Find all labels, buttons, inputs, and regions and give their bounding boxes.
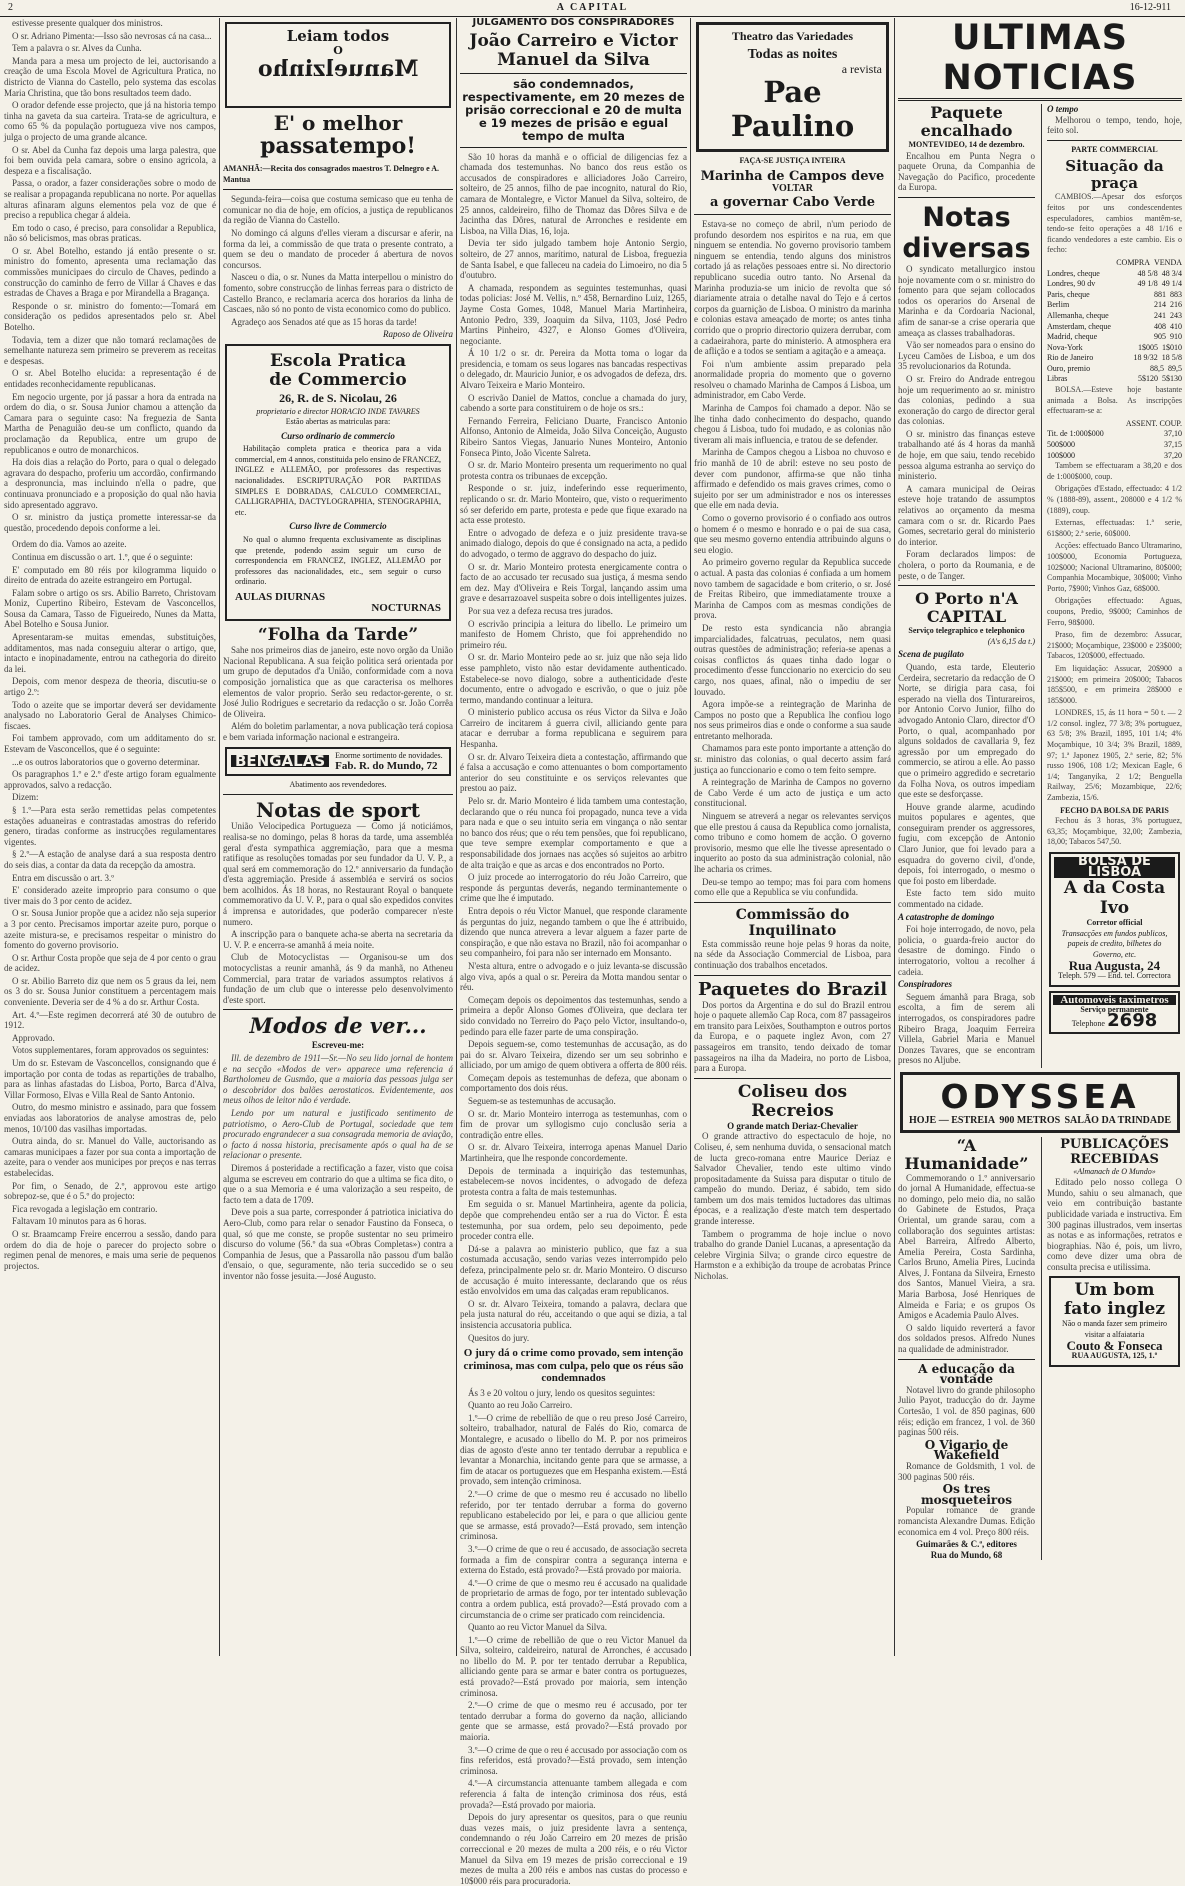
bengalas-word: BENGALAS (231, 755, 329, 768)
article-paragraph: 2.º—O crime de que o mesmo reu é accusado no libello referido, por ter tentado derrubar a forma do governo republicano estabelecido por lei, e para o que alliciou gente que se armasse, está provado?—Está provado, sem intenção criminosa. (460, 1488, 687, 1542)
article-paragraph: Quanto ao reu João Carreiro. (468, 1400, 573, 1411)
article-paragraph: Os paragraphos 1.º e 2.º d'este artigo foram egualmente approvados, salvo a redacção. (4, 769, 216, 790)
article-paragraph: N'esta altura, entre o advogado e o juiz levanta-se discussão algo viva, após a qual o sr. Pereira da Motta mandou sentar o réu. (460, 960, 687, 993)
odyssea-meters: 900 METROS (999, 1114, 1061, 1126)
article-paragraph: Estava-se no começo de abril, n'um periodo de profundo desordem nos espiritos e na rua, em que ninguem se entendia. No governo provisorio tambem ninguem se entendia, tendo alguns dos ministros cortado já as relações pessoaes entre si. No directorio republicano sucedia outro tanto. No Arsenal da Marinha produzia-se um inicio de revolta que só diariamente atraia o detalhe naval do Tejo e á certos corpos da guarnição de Lisboa. O ministro da marinha e colonias estava ameaçado de morte; os antes tinha corrido que o proprio directorio quizera derrubar, com a cadaeirahora, parte do ministerio. A atmosphera era de aflição e a todos se sentiam a agitação e a ameaça. (694, 218, 891, 357)
article-paragraph: Começam depois as testemunhas de defeza, que abonam o comportamento dos dois réus. (460, 1072, 687, 1094)
article-paragraph: O sr. dr. Alvaro Teixeira, interroga apenas Manuel Dario Martinheira, que lhe responde concordemente. (460, 1142, 687, 1164)
article-paragraph: BOLSA.—Esteve hoje bastante animada a Bolsa. As inscripções effectuaram-se a: (1046, 385, 1182, 416)
bolsa-row: 500$000 37,15 (1046, 440, 1182, 450)
porto-sub: Serviço telegraphico e telephonico (908, 626, 1025, 636)
bolsa-row: 100$000 37,20 (1046, 450, 1182, 460)
conspiradores-title: Conspiradores (898, 979, 953, 990)
publications-title: PUBLICAÇÕES RECEBIDAS (1060, 1136, 1169, 1167)
commercial-title: Situação da praça (1065, 157, 1164, 193)
article-paragraph: 1.º—O crime de rebellião de que o reu Victor Manuel da Silva, solteiro, caldeireiro, natural de Arronches, é accusado no libello do M. P. por ter tentado derrubar a Republica, alliciando gente para se armar e bater contra os portuguezes, está provado?—Está provado por maioria, sem intenção criminosa. (460, 1634, 687, 1698)
article-paragraph: Responde o sr. ministro do fomento:—Tomará em consideração os pedidos apresentados pelo sr. Abel Botelho. (4, 300, 216, 333)
vontade-title: A educação da vontade (918, 1361, 1015, 1387)
column-rule (219, 18, 220, 1656)
marinha-head-3: a governar Cabo Verde (709, 194, 876, 210)
article-paragraph: Continua em discussão o art. 1.º, que é o seguinte: (12, 551, 193, 562)
coliseu-sub: O grande match Deriaz-Chevalier (727, 1120, 858, 1131)
trial-headline: João Carreiro e Victor Manuel da Silva (460, 32, 687, 74)
article-paragraph: O ministerio publico accusa os réus Victor da Silva e João Carreiro de incitarem á guerra civil, alliciando gente para atacar e derrubar a forma republicana e seguirem para Hespanha. (460, 707, 687, 750)
article-paragraph: Um do sr. Estevam de Vasconcellos, consignando que é importação por conta de todas as repartições de trabalho, para as linhas afastadas do Lisboa, Porto, Barca d'Alva, Villar Formoso, Elvas e Villa Real de Santo Antonio. (4, 1058, 216, 1100)
article-paragraph: No domingo cá alguns d'elles vieram a discursar e aferir, na forma da lei, a commissão de que trata o presente contrato, a quem se deu o mandato de proceder á abertura de novos concursos. (223, 227, 453, 270)
article-paragraph: § 2.º—A estação de analyse dará a sua resposta dentro do seis dias, a contar da data da recepção da amostra. (4, 849, 216, 870)
article-paragraph: O saldo liquido reverterá a favor dos soldados presos. Alfredo Nunes na qualidade de administrador. (898, 1322, 1035, 1355)
notas-title: Notas diversas (902, 201, 1031, 264)
article-paragraph: Votos supplementares, foram approvados os seguintes: (12, 1045, 209, 1056)
article-paragraph: Diremos á posteridade a rectificação a fazer, visto que coisa alguma se escreveu em contrario do que a ultima se fica dito, o que o a sua Memoria e é uma valorização a seu respeito, de facto tem a data de 1709. (223, 1162, 453, 1205)
article-paragraph: Quando, esta tarde, Eleuterio Cerdeira, secretario da redacção de O Norte, se dirigia para casa, foi esperado na viella dos Tinturareiros, por Antonio Corvo Junior, filho do advogado Antonio Claro, director d'O Porto, o qual, acompanhado por alguns soldados de cavallaria 9, fez agressão por um empregado do commercio, se atirou a elle. Ao passo que o primeiro aggredido e secretario da Folha Nova, os outros impediam que este se desforçasse. (898, 661, 1035, 800)
article-paragraph: estivesse presente qualquer dos ministros. (12, 18, 163, 28)
article-paragraph: Approvado. (12, 1032, 55, 1043)
bolsa-cols: ASSENT. COUP. (1125, 418, 1182, 428)
article-paragraph: 2.º—O crime de que o mesmo reu é accusado, por ter tentado derrubar a forma do governo da nação, alliciando gente que se armasse, está provado?—Está provado por maioria. (460, 1700, 687, 1743)
signature: Raposo de Oliveira (383, 329, 453, 340)
article-paragraph: Praso, fim de dezembro: Assucar, 21$000; Moçambique, 23$000 e 23$000; Tabacos, 120$000, effectuado. (1046, 630, 1182, 661)
marinha-head-2: VOLTAR (772, 183, 813, 195)
article-paragraph: Foi tambem approvado, com um additamento do sr. Estevam de Vasconcellos, que é o seguinte: (4, 733, 216, 754)
masthead (0, 0, 1185, 17)
latest-news-title: ULTIMAS NOTICIAS (898, 18, 1182, 101)
mosqueteiros-title: Os tres mosqueteiros (920, 1482, 1012, 1507)
ad-o: O (333, 44, 343, 57)
article-paragraph: Popular romance de grande romancista Alexandre Dumas. Edição economica em 4 vol. Preço 800 réis. (898, 1505, 1035, 1537)
exchange-row: Allemanha, cheque 241 243 (1046, 310, 1182, 320)
bolsa-ad-desc: Transacções em fundos publicos, papeis de credito, bilhetes do Governo, etc. (1061, 928, 1168, 959)
article-paragraph: Por fim, o Senado, de 2.º, approvou este artigo sobrepoz-se, que é o 5.º do projecto: (4, 1180, 216, 1202)
article-paragraph: Pelo sr. dr. Mario Monteiro é lida tambem uma contestação, declarando que o réu nunca foi propagado, nunca teve a vida para nada e que o seu intuito seria em vingança o não sentar no banco dos réus; que o réu tem pensões, que foi republicano, que teve sempre exemplar comportamento e que a responsabilidade dos jornaes nas acções só sujeitos ao arbitro de alta traição e que as arcas e dos encontrados no Porto. (460, 796, 687, 870)
article-paragraph: Entra depois o réu Victor Manuel, que responde claramente ás perguntas do juiz, negando tambem o que lhe é attribuido, dizendo que nunca atrevera a levar alguem a fazer parte de conspiração, e que não estava no Brazil, não foi acompanhar o seu companheiro, foi para não ser internado em Monsanto. (460, 905, 687, 959)
article-paragraph: A inscripção para o banquete acha-se aberta na secretaria da U. V. P. e encerra-se amanhã á meia noite. (223, 929, 453, 950)
article-paragraph: Entre o advogado de defeza e o juiz presidente trava-se animado dialogo, depois do que é consignado na acta, a pedido do advogado, o termo de aggravo do despacho do juiz. (460, 527, 687, 559)
article-paragraph: Deu-se tempo ao tempo; mas foi para com homens como elle que a Republica se viu confundida. (694, 876, 891, 898)
theatre-name: Theatro das Variedades (731, 29, 854, 43)
article-paragraph: O sr. dr. Mario Monteiro interroga as testemunhas, com o fim de provar um syllogismo cujo conclusão seria a contradição entre elles. (460, 1108, 687, 1140)
ad-program: AMANHÃ:—Recita dos consagrados maestros T. Delnegro e A. Mantua (223, 164, 440, 184)
bengalas-ad (225, 747, 451, 776)
article-paragraph: Sahe nos primeiros dias de janeiro, este novo orgão da União Nacional Republicana. A sua feição politica será orientada por um grupo de deputados d'a União, conformidade com a nova composição jornalistica que as que caracterisa os melhores elementos de valor proprio. Serão seu redactor-gerente, o sr. José Julio Rodrigues e secretario da redacção o sr. João Corrêa de Oliveira. (223, 645, 453, 719)
column-latest-news (898, 18, 1182, 1656)
article-paragraph: Depois, com menor despeza de theoria, discutiu-se o artigo 2.º: (4, 676, 216, 698)
article-paragraph: Encalhou em Punta Negra o paquete Oruna, da Companhia de Navegação do Pacifico, procedente da Europa. (898, 150, 1035, 193)
article-paragraph: Fechou ás 3 horas, 3% portuguez, 63,35; Moçambique, 32,00; Zambezia, 18,00; Tabacos 547,50. (1046, 816, 1182, 847)
modos-title: Modos de ver... (249, 1013, 427, 1039)
article-paragraph: Ill. de dezembro de 1911—Sr.—No seu lido jornal de hontem e na secção «Modos de ver» apparece uma referencia á Bartholomeu de Gusmão, que a maioria das pessoas julga ser o descobridor dos balões aerostaticos. Evidentemente, aos meus olhos de leitor não é verdade. (223, 1053, 453, 1106)
article-paragraph: Depois seguem-se, como testemunhas de accusação, as do pai do sr. Alvaro Teixeira, dizendo ser um seu sobrinho e alliciado, por um amigo de quem obtivera a offerta de 800 réis. (460, 1039, 688, 1071)
article-paragraph: Agradeço aos Senados até que as 15 horas da tarde! (231, 316, 418, 327)
article-paragraph: Em liquidação: Assucar, 20$900 a 21$000; em primeira 20$000; Tabacos 185$500, e em primeira 28$000 e 185$000. (1046, 663, 1182, 705)
article-paragraph: Tambem o programma de hoje inclue o novo trabalho do grande Daniel Lucanas, a apresentação da celebre Virginia Silva; o grande circo equestre de Harmston e a exhibição da troupe de acrobatas Prince Nicholas. (694, 1228, 891, 1282)
tailor-name: Couto & Fonseca (1066, 1337, 1163, 1353)
article-paragraph: Outro, do mesmo ministro e assinado, para que fossem enviadas aos laboratorios de analyse amostras de, pelo menos, 10/100 das vasilhas importadas. (4, 1102, 216, 1134)
odyssea-hall: SALÃO DA TRINDADE (1064, 1114, 1171, 1126)
exchange-table (1047, 258, 1182, 385)
publisher-name: Guimarães & C.ª, editores (916, 1539, 1017, 1550)
tailor-title: Um bom fato inglez (1063, 1280, 1166, 1320)
article-paragraph: Deve pois a sua parte, corresponder á patriotica iniciativa do Aero-Club, como para relar o senador Faustino da Fonseca, o qual, só que me conste, se propôe sustentar no seu primeiro discurso do volume (56.º da sua «Obras Completas») contra a Companhia de Jesus, que a Passarolla não passou d'um balão d'ensaio, o que, seguramente, não teria succedido se o seu inventor não fosse jesuita.—José Augusto. (223, 1207, 453, 1281)
article-paragraph: Em negocio urgente, por já passar a hora da entrada na ordem do dia, o sr. Sousa Junior chamou a attenção da Camara para o seguinte caso: Na freguezia de Santa Martha de Penaguião deu-se um conflicto, quando da proclamação da Republica, entre um grupo de republicanos e outro de monarchicos. (4, 391, 216, 455)
article-paragraph: Commemorando o 1.º anniversario do jornal A Humanidade, effectua-se no domingo, pelo meio dia, no salão do Gabinete de Estudos, Praça Oriental, um grande sarau, com a collaboração dos seguintes artistas: Abel Barreira, Alfredo Alberto, Amelia Pereira, Costa Sardinha, Carlos Bruno, Amelia Pires, Lucinda Alves, J. Fontana da Silveira, Ernesto dos Santos, Manuel Vieira, a sra. Maria Barbosa, José Henriques de Almeida e Faria; e os grupos Os Amigos e Academia Paulo Alves. (898, 1172, 1035, 1321)
publisher-address: Rua do Mundo, 68 (930, 1549, 1003, 1560)
article-paragraph: Apresentaram-se muitas emendas, substituições, additamentos, mas nada conseguiu alterar o artigo, que, intacto e inopinadamente, entrou na cathegoria do direito da lei. (4, 632, 216, 674)
exchange-row: Londres, 90 dv 49 1/8 49 1/4 (1046, 279, 1182, 289)
manuelzinho-mirrored-title: Manuelzinho (257, 56, 419, 82)
column-rule (456, 18, 457, 1656)
column-colonies (694, 18, 891, 1656)
theatre-all-nights: Todas as noites (747, 46, 838, 62)
coliseu-title: Coliseu dos Recreios (737, 1081, 848, 1121)
publications-sub: «Almanach de O Mundo» (1073, 1166, 1156, 1176)
ad-slogan-line1: E' o melhor (273, 111, 403, 135)
school-day-classes: AULAS DIURNAS (235, 591, 326, 603)
article-paragraph: Nasceu o dia, o sr. Nunes da Matta interpellou o ministro do fomento, sobre construcção de linhas ferreas para o districto de Castello Branco, e reclamaria acerca dos horarios da linha de Cascaes, não só no ponto de vista economico como do publico. (223, 272, 453, 315)
article-paragraph: Obrigações effectuado: Aguas, coupons, Predio, 9$000; Caminhos de Ferro, 98$000. (1046, 596, 1182, 627)
column-rule (894, 18, 895, 1656)
article-paragraph: O sr. dr. Alvaro Teixeira, tomando a palavra, declara que pela justa natural do réu, acceitando o que aqui se dizia, a tal insistencia accusatoria publica. (460, 1298, 687, 1330)
article-paragraph: Esta commissão reune hoje pelas 9 horas da noite, na séde da Associação Commercial de Lisboa, para continuação dos trabalhos encetados. (694, 938, 891, 970)
article-paragraph: O sr. dr. Mario Monteiro pede ao sr. juiz que não seja lido esse pamphleto, visto não estar devidamente authenticado. Estabelece-se novo dialogo, sobre a authenticidade d'este documento, entre o advogado e escrivão, o que o juiz põe termo, mandando continuar a leitura. (460, 652, 687, 705)
bolsa-lisboa-ad (1049, 852, 1180, 987)
article-paragraph: O sr. Abel da Cunha faz depois uma larga palestra, que foi bem ouvida pela camara, sobre o ensino agricola, a despeza e a fiscalisação. (4, 144, 216, 176)
exchange-header: COMPRA VENDA (1116, 257, 1182, 267)
theatre-play: Pae Paulino (730, 74, 855, 143)
article-paragraph: Faltavam 10 minutos para as 6 horas. (12, 1216, 147, 1227)
article-paragraph: União Velocipedica Portugueza — Como já noticiámos, realisa-se no domingo, pelas 8 horas da tarde, uma assembléa geral d'esta sympathica aggremiação, para que a mesma ratifique as resoluções tomadas por seu fundador da U. V. P., a qual será em commemoração do 12.º anniversario da fundação d'esta aggremiação. Preside á assembléa e servirá os socios bem acolhidos. Ás 18 horas, no Restaurant Royal o banquete commemorativo da U. V. P., para o qual são expedidos convites á imprensa e autoridades, que poderão comparecer n'este numero. (223, 821, 453, 927)
porto-time: (A's 6,15 da t.) (987, 636, 1035, 646)
article-paragraph: Obrigações d'Estado, effectuado: 4 1/2 % (1888-89), assent., 208000 e 4 1/2 % (1889), coup. (1046, 484, 1182, 515)
article-paragraph: O orador defende esse projecto, que já na historia tempo tinha na gaveta da sua carteira. Trata-se de agricultura, e como 65 % da população portugueza vive nos campos, julga o projecto de uma grande alcance. (4, 100, 216, 142)
article-paragraph: Foi n'um ambiente assim preparado pela anormalidade propria do momento que o governo resolveu o chamado Marinha de Campos á Lisboa, um administrador, em Cabo Verde. (694, 358, 891, 401)
school-director: proprietario e director HORACIO INDE TAVARES (256, 406, 420, 416)
article-paragraph: Melhorou o tempo, tendo, hoje, feito sol. (1046, 114, 1182, 136)
article-paragraph: Seguem ámanhã para Braga, sob escolta, a fim de serem ali interrogados, os conspiradores padre Ribeiro Braga, Joaquim Ferreira Villela, Gabriel Maria e Manuel Donzes Tavares, que se encontram presos no Aljube. (898, 991, 1035, 1066)
article-paragraph: Á 10 1/2 o sr. dr. Pereira da Motta toma o logar da presidencia, e tomam os seus logares nas bancadas respectivas o delegado, dr. Mauricio Junior, e os advogados de defeza, drs. Alvaro Teixeira e Mario Monteiro. (460, 348, 687, 391)
tailor-ad (1049, 1276, 1180, 1366)
school-title-2: de Commercio (269, 369, 407, 390)
article-paragraph: Externas, effectuadas: 1.ª serie, 61$800; 2.ª serie, 60$000. (1046, 518, 1182, 538)
fecho-title: FECHO DA BOLSA DE PARIS (1060, 805, 1169, 815)
article-paragraph: Depois de terminada a inquirição das testemunhas, estabelecem-se novos incidentes, o advogado de defeza protesta contra a falta de mais testemunhas. (460, 1165, 687, 1197)
article-paragraph: Acções: effectuado Banco Ultramarino, 100$000, Economia Portugueza, 102$000; Nacional Ultramarino, 80$000; Companhia Mocambique, 30$000; Vinho Porto, 7$900; Vinhos Gaz, 68$000. (1046, 541, 1182, 593)
school-open: Estão abertas as matriculas para: (285, 417, 391, 427)
article-paragraph: Tambem se effectuaram a 38,20 e dos de 1:000$000, coup. (1046, 461, 1182, 481)
column-ads-sport (223, 18, 453, 1656)
article-paragraph: O sr. Abilio Barreto diz que nem os 5 graus da lei, nem os 3 do sr. Sousa Junior constituem a percentagem mais conveniente. Deveria ser de 4 % a do sr. Arthur Costa. (4, 975, 216, 1008)
article-paragraph: Segunda-feira—coisa que costuma semicaso que eu tenha de comunicar no dia de hoje, em ofícios, a justiça de republicanos da região de Vianna do Castello. (223, 194, 453, 226)
exchange-row: Rio de Janeiro 18 9/32 18 5/8 (1046, 353, 1182, 363)
article-paragraph: 1.º—O crime de rebellião de que o reu preso José Carreiro, solteiro, trabalhador, natural de Falés do Rio, comarca de Montalegre, e acusado o libello do M. P. por nos primeiros dias de agosto d'este anno ter tentado derrubar a republica e levantar a Monarchia, incitando gente para que se armasse, a fim de atacar os portuguezes que em Hespanha existem.—Está provado, sem intenção criminosa. (460, 1412, 687, 1487)
bengalas-small: Enorme sortimento de novidades. (335, 750, 443, 760)
theatre-revista: a revista (841, 62, 882, 77)
exchange-row: Amsterdam, cheque 408 410 (1046, 321, 1182, 331)
school-course-2: Curso livre de Commercio (289, 521, 387, 532)
article-paragraph: Começam depois os depoimentos das testemunhas, sendo a primeira a depôr Alonso Gomes d'Oliveira, que declara ter sido convidado no Terreiro do Paço pelo Victor, insultando-o, pedindo para elle fazer parte de uma conspiração. (460, 994, 687, 1037)
article-paragraph: O sr. dr. Mario Monteiro presenta um requerimento no qual protesta contra os tribunaes de excepção. (460, 460, 687, 481)
article-paragraph: Em seguida o sr. Manuel Martinheira, agente da policia, depõe que comprehendeu então ser a rua do Victor. É esta testemunha, por sua ordem, pelo seu depoimento, pede proceder contra elle. (460, 1199, 687, 1242)
manuelzinho-ad (225, 22, 451, 108)
bengalas-subline: Abatimento aos revendedores. (289, 779, 387, 789)
odyssea-ad (900, 1072, 1180, 1133)
school-night-classes: NOCTURNAS (371, 601, 441, 614)
article-paragraph: 3.º—O crime de que o reu é accusado, de associação secreta formada a fim de conspirar contra a segurança interna e externa do Estado, está provado?—Está provado por maioria. (460, 1543, 687, 1576)
bolsa-table (1047, 429, 1182, 461)
article-paragraph: Além do boletim parlamentar, a nova publicação terá copiosa e bem variada informação nacional e estrangeira. (223, 721, 453, 742)
article-paragraph: O sr. Freiro do Andrade entregou hoje um requerimento ao sr. ministro das colonias, pedindo a sua exoneração do cargo de director geral das colonias. (898, 373, 1035, 427)
paquete-title: Paquete encalhado (920, 103, 1013, 140)
page-number: 2 (8, 2, 13, 13)
justice-kicker: FAÇA-SE JUSTIÇA INTEIRA (739, 155, 846, 165)
trial-kicker: JULGAMENTO DOS CONSPIRADORES (472, 17, 675, 28)
article-paragraph: Outra ainda, do sr. Manuel do Valle, auctorisando as camaras municipaes a fazer por sua conta a importação de azeite, para o vender aos municipes por preços e nas terras estabelecidas. (4, 1136, 216, 1178)
article-paragraph: Club de Motocyclistas — Organisou-se um dos motocyclistas a reunir amanhã, ás 9 da manhã, no Atheneu Commercial, para tratar de variados assumptos relativos á fundação de um club que o interesse pelo desenvolvimento d'este sport. (223, 952, 453, 1005)
article-paragraph: Foi hoje interrogado, de novo, pela policia, o guarda-freio auctor do desastre de domingo. Findo o interrogatorio, voltou a recolher á cadeia. (898, 924, 1035, 977)
article-paragraph: Em todo o caso, é preciso, para consolidar a Republica, não só belicismos, mas obras praticas. (4, 222, 216, 244)
article-paragraph: O sr. ministro da justiça promette interessar-se da questão, procedendo depois conforme a lei. (4, 512, 216, 533)
article-paragraph: O escrivão Daniel de Mattos, conclue a chamada do jury, cabendo a sorte para constituirem o de hoje os srs.: (460, 392, 687, 414)
article-paragraph: Notavel livro do grande philosopho Julio Payot, traducção do dr. Jayme Cortesão, 1 vol. de 850 paginas, 600 réis; edição em francez, 1 vol. de 360 paginas 500 réis. (898, 1384, 1035, 1438)
article-paragraph: O sr. ministro das finanças esteve trabalhando até ás 4 horas da manhã de hoje, em que saiu, tendo recebido pessoa alguma estranha ao serviço do ministerio. (898, 428, 1035, 482)
article-paragraph: Todavia, tem a dizer que não tomará reclamações de semelhante natureza sem primeiro se preverem as receitas e despesas. (4, 334, 216, 366)
article-paragraph: Vão ser nomeados para o ensino do Lyceu Camões de Lisboa, e um dos 35 revolucionarios da Rotunda. (898, 340, 1035, 372)
article-paragraph: Lendo por um natural e justificado sentimento de patriotismo, o Aero-Club de Portugal, sociedade que tem procurado engrandecer a sua consagrada memoria de aviação, o facto á nossa historia, precisamente após o qual ha de se relacionar o presente. (223, 1107, 453, 1161)
article-paragraph: A reintegração de Marinha de Campos no governo de Cabo Verde é um acto de justiça e um acto constitucional. (694, 777, 891, 809)
taxi-tel: 2698 (1107, 1009, 1158, 1031)
article-paragraph: Romance de Goldsmith, 1 vol. de 300 paginas 500 réis. (898, 1460, 1035, 1482)
commercial-kicker: PARTE COMMERCIAL (1071, 144, 1158, 154)
article-paragraph: A chamada, respondem as seguintes testemunhas, quasi todas policias: José M. Vellis, n.º 458, Bernardino Luiz, 1265, Jayme Costa Gomes, 1048, Manuel Maria Martinheira, Antonio Pedro, 339, Joaquim da Silva, 1103, José Pedro Martins Pinheiro, 4327, e Alonso Gomes d'Oliveira, negociante. (460, 282, 687, 346)
article-paragraph: Quanto ao reu Victor Manuel da Silva. (468, 1622, 608, 1633)
article-paragraph: Como o governo provisorio é o confiado aos outros o homem é o mesmo e honrado e o pai de sua casa, que seu mesmo governo entendia attribuindo alguns o seu elogio. (694, 513, 891, 555)
exchange-row: Nova-York 1$005 1$010 (1046, 342, 1182, 352)
article-paragraph: A camara municipal de Oeiras esteve hoje tratando de assumptos relativos ao orçamento da mesma camara com o sr. dr. Ricardo Paes Gomes, secretario geral do ministerio do interior. (898, 483, 1035, 547)
school-course-2-desc: No qual o alumno frequenta exclusivamente as disciplinas que pretende, podendo assim seguir um curso de correspondencia em FRANCEZ, INGLEZ, ALLEMÃO por professores das nacionalidades, etc., sem seguir o curso ordinario. (235, 535, 441, 587)
paquete-dateline: MONTEVIDEO, 14 de dezembro. (908, 140, 1025, 149)
issue-date: 16-12-911 (1129, 2, 1171, 13)
article-paragraph: 4.º—O crime de que o mesmo reu é accusado na qualidade de proprietario de armas de fogo, por ter intentado sublevação contra a ordem publica, está provado?—Está provado com a circumstancia de o crime ser praticado com reincidencia. (460, 1577, 687, 1620)
article-paragraph: Falam sobre o artigo os srs. Abilio Barreto, Christovam Moniz, Cupertino Ribeiro, Estevam de Vasconcellos, Sousa da Camara, Tasso de Figueiredo, Nunes da Matta, Abel Botelho e Sousa Junior. (4, 587, 216, 630)
article-paragraph: Marinha de Campos chegou a Lisboa no chuvoso e frio manhã de 10 de abril: esteve no seu posto de dever com pundonor, affirma-se que não tinha affirmado e defendido os mais graves crimes, como o sujeito por ser um administrador e nos os interesses que elle em nada devia. (694, 447, 891, 511)
taxi-ad (1049, 991, 1180, 1034)
column-parliament (4, 18, 216, 1656)
bolsa-ad-telephone: Teleph. 579 — End. tel. Correctora (1058, 971, 1171, 981)
ad-slogan-line2: passatempo! (260, 133, 416, 159)
exchange-row: Libras 5$120 5$130 (1046, 374, 1182, 384)
taxi-sub: Serviço permanente (1080, 1005, 1149, 1015)
exchange-row: Berlim 214 216 (1046, 300, 1182, 310)
trial-deck: são condemnados, respectivamente, em 20 mezes de prisão correccional e 20 de multa e 19 mezes de prisão e egual tempo de multa (462, 76, 685, 143)
article-paragraph: Depois do jury apresentar os quesitos, para o que reuniu duas vezes mais, o juiz presidente lavra a sentença, condemnando o réu João Carreiro em 20 mezes de prisão correccional e 20 mezes de multa a 200 réis, e o réu Victor Manuel da Silva em 19 mezes de prisão correccional e 19 mezes de multa a 200 réis e ambos nas custas do processo e 10$000 réis para procuradoria. (460, 1812, 687, 1886)
theatre-ad (696, 22, 889, 152)
odyssea-today: HOJE — ESTREIA (909, 1114, 996, 1126)
exchange-row: Madrid, cheque 905 910 (1046, 332, 1182, 342)
article-paragraph: Fica revogada a legislação em contrario. (12, 1203, 158, 1214)
exchange-row: Ouro, premio 88,5 89,5 (1046, 363, 1182, 373)
article-paragraph: O sr. Adriano Pimenta:—Isso são nevrosas cá na casa... (12, 30, 212, 41)
school-course-1-desc: Habilitação completa pratica e theorica para a vida commercial, em 4 annos, constituida pelo ensino de FRANCEZ, INGLEZ e ALLEMÃO, por professores das respectivas nacionalidades. ESCRIPTURAÇÃO POR PARTIDAS SIMPLES E DOBRADAS, CALCULO COMMERCIAL, CALLIGRAPHIA, DACTYLOGRAPHIA, STENOGRAPHIA, etc. (235, 444, 441, 517)
bolsa-ad-address: Rua Augusta, 24 (1068, 957, 1161, 973)
article-paragraph: O escrivão principia a leitura do libello. Le primeiro um manifesto de Homem Christo, que foi apprehendido no primeiro réu. (460, 618, 687, 650)
modos-intro: Escreveu-me: (311, 1040, 365, 1051)
bolsa-ad-sub: Corretor official (1086, 918, 1143, 928)
inquilinato-title: Commissão do Inquilinato (735, 906, 850, 939)
article-paragraph: Editado pelo nosso collega O Mundo, sahiu o seu almanach, que veio em contribuição bastante publicidade variada e instructiva. Em 300 paginas illustrados, vem insertas as notas e as informações, retratos e biographias. Não é, pois, um livro, como deve dizer uma obra de consulta precisa e utilissima. (1046, 1177, 1182, 1272)
vigario-title: O Vigario de Wakefield (924, 1437, 1009, 1463)
article-paragraph: Ordem do dia. Vamos ao azeite. (12, 539, 127, 550)
exchange-row: Londres, cheque 48 5/8 48 3/4 (1046, 268, 1182, 278)
article-paragraph: Dá-se a palavra ao ministerio publico, que faz a sua costumada accusação, sendo varias vezes interrompido pelo defeza, principalmente pelo sr. dr. Mario Monteiro. O discurso de accusação é muito interessante, declarando que os réus estão envolvidos em uma das calçadas eram republicanos. (460, 1243, 687, 1297)
school-title-1: Escola Pratica (269, 350, 407, 371)
article-paragraph: § 1.º—Para esta serão remettidas pelas competentes estações aduaneiras e contrastadas amostras do referido genero, tiradas conforme as instrucções regulamentares vigentes. (4, 804, 216, 847)
school-ad (225, 344, 451, 621)
newspaper-title: A CAPITAL (556, 2, 629, 13)
humanidade-title: “A Humanidade” (904, 1135, 1029, 1173)
article-paragraph: Houve grande alarme, acudindo muitos populares e agentes, que conseguiram prender os aggressores, fugiu, com excepção de Antonio Claro Junior, que foi levado para a esquadra do governo civil, d'onde, depois, foi interrogado, o mesmo o que foi posto em liberdade. (898, 801, 1035, 886)
tailor-address: RUA AUGUSTA, 125, 1.º (1071, 1351, 1158, 1361)
article-paragraph: Entra em discussão o art. 3.º (12, 872, 115, 883)
taxi-tel-label: Telephone (1071, 1018, 1105, 1028)
tailor-text: Não o manda fazer sem primeiro visitar a alfaiataria (1061, 1319, 1168, 1340)
pugilato-title: Scena de pugilato (898, 649, 965, 660)
article-paragraph: 4.º—A circumstancia attenuante tambem allegada e com referencia á falta de intenção criminosa dos réus, está provada?—Está provado por maioria. (460, 1778, 687, 1810)
ad-heading: Leiam todos (286, 27, 390, 45)
article-paragraph: O sr. Braamcamp Freire encerrou a sessão, dando para ordem do dia de hoje o parecer do projecto sobre o regimen penal de menores, e mais uma serie de pequenos projectos. (4, 1228, 216, 1271)
column-rule (690, 18, 691, 1656)
article-paragraph: O syndicato metallurgico instou hoje novamente com o sr. ministro do fomento para que sejam collocados todos os operarios do Arsenal de Marinha e da Cordoaria Nacional, afim de sanar-se a crise operaria que ameaça as classes trabalhadoras. (898, 263, 1035, 338)
article-paragraph: O sr. dr. Alvaro Teixeira dieta a contestação, affirmando que é falsa a accusação e como attenuantes o bom comportamento anterior do seu constituinte e os serviços relevantes que prestou ao paiz. (460, 751, 687, 794)
column-trial (460, 17, 688, 1886)
article-paragraph: Por sua vez a defeza recusa tres jurados. (468, 605, 613, 616)
article-paragraph: Marinha de Campos foi chamado a depor. Não se lhe tinha dado conhecimento do despacho, quando chegou á Lisboa, tudo foi mudado, e as colonias não tiveram ali mais influencia, e tratou de se defender. (694, 403, 891, 445)
sport-title: Notas de sport (255, 798, 421, 823)
article-paragraph: Ao primeiro governo regular da Republica succede o actual. A pasta das colonias é confiada a um homem novo tambem de sagacidade e bom criterio, o sr. José de Freitas Ribeiro, que immediatamente trouxe a Marinha de Campos com as mesmas condições de prova. (694, 557, 891, 621)
article-paragraph: O sr. Abel Botelho elucida: a representação é de entidades reconhecidamente republicanas. (4, 368, 216, 389)
article-paragraph: Devia ter sido julgado tambem hoje Antonio Sergio, solteiro, de 27 annos, marítimo, natural de Lisboa, freguezia de Santa Isabel, e que falleceu na cadeia do Limoeiro, no dia 5 d'outubro. (460, 238, 687, 281)
article-paragraph: Passa, o orador, a fazer considerações sobre o modo de se realisar a propaganda republicana no norte. Por aquellas alturas afinaram alguns elementos pela voz de que é preciso a republica chegar á aldeia. (4, 178, 216, 221)
article-paragraph: Todo o azeite que se importar deverá ser devidamente analysado no Laboratorio Geral de Analyses Chimico-fiscaes. (4, 699, 216, 731)
article-paragraph: São 10 horas da manhã e o official de diligencias fez a chamada dos testemunhas. No banco dos reus estão os accusados de conspiradores e alliciadores João Carreiro, solteiro, de 25 annos, filho de pae incognito, natural do Rio, camara de Montalegre, e Victor Manuel da Silva, solteiro, de 25 annos, caldeireiro, filho de Thomaz das Dôres Silva e de Jacintha das Dôres, natural de Arronches e residente em Lisboa, na Villa Dias, 16, loja. (460, 151, 687, 236)
article-paragraph: Ninguem se atreverá a negar os relevantes serviços que elle prestou á causa da Republica como jornalista, como tribuno e como homem de acção. O governo provisorio, mesmo que elle lhe tivesse apresentado o inquerito ao posto da sua administração colonial, não lhe acharia os crimes. (694, 811, 891, 874)
article-paragraph: O grande attractivo do espectaculo de hoje, no Coliseu, é, sem nenhuma duvida, o sensacional match de lucta greco-romana entre Maurice Deriaz e Salvador Chevalier, tendo este ultimo vindo propositadamente da Suissa para disputar o titulo de campeão do mundo. Deriaz, é sabido, tem sido tambem um dos mais temidos luctadores das ultimas épocas, e a realização d'este match tem despertado grande interesse. (694, 1131, 891, 1227)
article-paragraph: ...e os outros laboratorios que o governo determinar. (12, 756, 200, 767)
article-paragraph: O sr. Sousa Junior propõe que a acidez não seja superior a 3 por cento. Precisamos importar azeite puro, porque o azeite mistura-se, e precisamos respeitar o ministro do fomento do governo provisorio. (4, 908, 216, 951)
article-paragraph: Dizem: (12, 792, 39, 803)
article-paragraph: E' considerado azeite improprio para consumo o que tiver mais do 3 por cento de acidez. (4, 885, 216, 906)
article-paragraph: Manda para a mesa um projecto de lei, auctorisando a creação de uma Escola Movel de Agricultura Pratica, no districto de Vianna do Castello, pelo systema das escolas Maria Christina, que tão bons resultados teem dado. (4, 55, 216, 98)
article-paragraph: Ás 3 e 20 voltou o jury, lendo os quesitos seguintes: (468, 1387, 656, 1398)
article-paragraph: E' computado em 80 réis por kilogramma liquido o direito de entrada do azeite estrangeiro em Portugal. (4, 564, 216, 586)
bolsa-ad-name: A da Costa Ivo (1063, 878, 1166, 919)
article-paragraph: Foram declarados limpos: de cholera, o porto da Roumania, e de peste, o de Tanger. (898, 549, 1035, 581)
porto-title: O Porto n'A CAPITAL (915, 589, 1018, 627)
article-paragraph: 3.º—O crime de que o reu é accusado por associação com os fins referidos, está provado?—Está provado, sem intenção criminosa. (460, 1744, 687, 1776)
article-paragraph: Seguem-se as testemunhas de accusação. (468, 1096, 616, 1107)
tempo-title: O tempo (1046, 104, 1079, 114)
article-paragraph: Ha dois dias a relação do Porto, para o qual o delegado agravara do despacho, proferiu um accordão, confirmando a despronuncia, mas incluindo n'ella o padre, que continuava pronunciado e a proposição do qual não havia sido apresentado aggravo. (4, 457, 216, 510)
article-paragraph: Agora impõe-se a reintegração de Marinha de Campos no posto que a Republica lhe confiou logo nos seus primeiros dias e onde o conforme a sua saude entretanto melhorada. (694, 699, 891, 741)
school-address: 26, R. de S. Nicolau, 26 (279, 390, 397, 405)
brazil-title: Paquetes do Brazil (697, 978, 888, 1000)
folha-da-tarde-title: “Folha da Tarde” (257, 625, 419, 646)
article-paragraph: LONDRES, 15, ás 11 hora = 50 t. — 2 1/2 consol. inglez, 77 3/8; 3% portuguez, 63 5/8; 3% Brazil, 1895, 101 1/4; 4% Moçambique, 10 3/4; 3% Brazil, 1889, 97; 1.ª Japonez 1905, 2.ª serie, 82; 5% russo 1906, 108 1/2; Mexican Eagle, 6 1/4; Tanganyika, 2 1/2; Benguella Railway, 25/6; Mozambique, 22/6; Zambezia, 15/6. (1046, 708, 1182, 803)
bolsa-ad-title: BOLSA DE LISBOA (1054, 857, 1175, 878)
catastrophe-title: A catastrophe de domingo (898, 911, 995, 922)
article-paragraph: CAMBIOS.—Apesar dos esforços feitos por uns condescendentes especuladores, cambios mantêm-se, tendo-se feito operações a 48 1/16 e ficando vendedores a este cambio. Eis o fecho: (1046, 192, 1182, 255)
article-paragraph: Art. 4.º—Este regimen decorrerá até 30 de outubro de 1912. (4, 1009, 216, 1031)
school-course-1: Curso ordinario de commercio (281, 430, 395, 441)
article-paragraph: De resto esta syndicancia não abrangia imparcialidades, falcatruas, peculatos, nem quasi outras questões de administração; referia-se apenas a coisas conflictos ás quaes tinha dado logar o procedimento d'esse funccionario no exercicio do seu cargo, nos quaes, afinal, não o impediu de ser louvado. (694, 622, 891, 697)
article-paragraph: O sr. dr. Mario Monteiro protesta energicamente contra o facto de ao accusado ter recusado sua justiça, á mesma sendo em dez. May d'Oliveira e Reis Torgal, lançando assim uma grave e desarrazoavel suspeita sobre o dois intelligentes juizes. (460, 561, 687, 604)
article-paragraph: O juiz procede ao interrogatorio do réu João Carreiro, que responde ás perguntas deverás, negando terminantemente o crime que lhe é imputado. (460, 872, 687, 904)
article-paragraph: Dos portos da Argentina e do sul do Brazil entrou hoje o paquete allemão Cap Roca, com 87 passageiros em transito para Leixões, Southampton e outros portos da Europa, e o paquete inglez Avon, com 27 passageiros em transito, tendo deixado de tomar passageiros na ilha da Madeira, no porto de Lisboa, para a Europa. (694, 999, 891, 1074)
taxi-title: Automoveis taximetros (1053, 995, 1176, 1006)
exchange-row: Paris, cheque 881 883 (1046, 289, 1182, 299)
bengalas-address: Fab. R. do Mundo, 72 (335, 760, 438, 773)
article-paragraph: Tem a palavra o sr. Alves da Cunha. (12, 43, 142, 54)
article-paragraph: Este facto tem sido muito commentado na cidade. (898, 888, 1035, 910)
marinha-head-1: Marinha de Campos deve (700, 169, 885, 185)
article-paragraph: Fernando Ferreira, Feliciano Duarte, Francisco Antonio Alfonso, Antonio de Almeida, João Silva Conceição, Augusto Ribeiro Santos Viegas, Januario Nunes Monteiro, Antonio Fonseca Pinto, João Vicente Salreta. (460, 415, 687, 458)
article-paragraph: Quesitos do jury. (468, 1332, 530, 1343)
article-paragraph: Responde o sr. juiz, indeferindo esse requerimento, replicando o sr. dr. Mario Monteiro, que, visto o requerimento só ser deferido em parte, protesta e pede que fique exarado na acta esse protesto. (460, 483, 687, 526)
verdict-heading: O jury dá o crime como provado, sem intenção criminosa, mas com culpa, pelo que os réus são condemnados (463, 1347, 684, 1385)
article-paragraph: O sr. Abel Botelho, estando já então presente o sr. ministro do fomento, apresenta uma reclamação das commissões municipaes do circulo de Chaves, pedindo a construcção do caminho de ferro de Villar á Chaves e das estradas de Chaves a Braga e por Mirandella a Bragança. (4, 245, 216, 299)
article-paragraph: Chamamos para este ponto importante a attenção do sr. ministro das colonias, o qual decerto assim fará justiça ao funccionario e como o tem feito sempre. (694, 743, 891, 775)
bolsa-row: Tit. de 1:000$000 37,10 (1046, 429, 1182, 439)
odyssea-title: ODYSSEA (940, 1076, 1140, 1116)
article-paragraph: O sr. Arthur Costa propõe que seja de 4 por cento o grau de acidez. (4, 952, 216, 974)
